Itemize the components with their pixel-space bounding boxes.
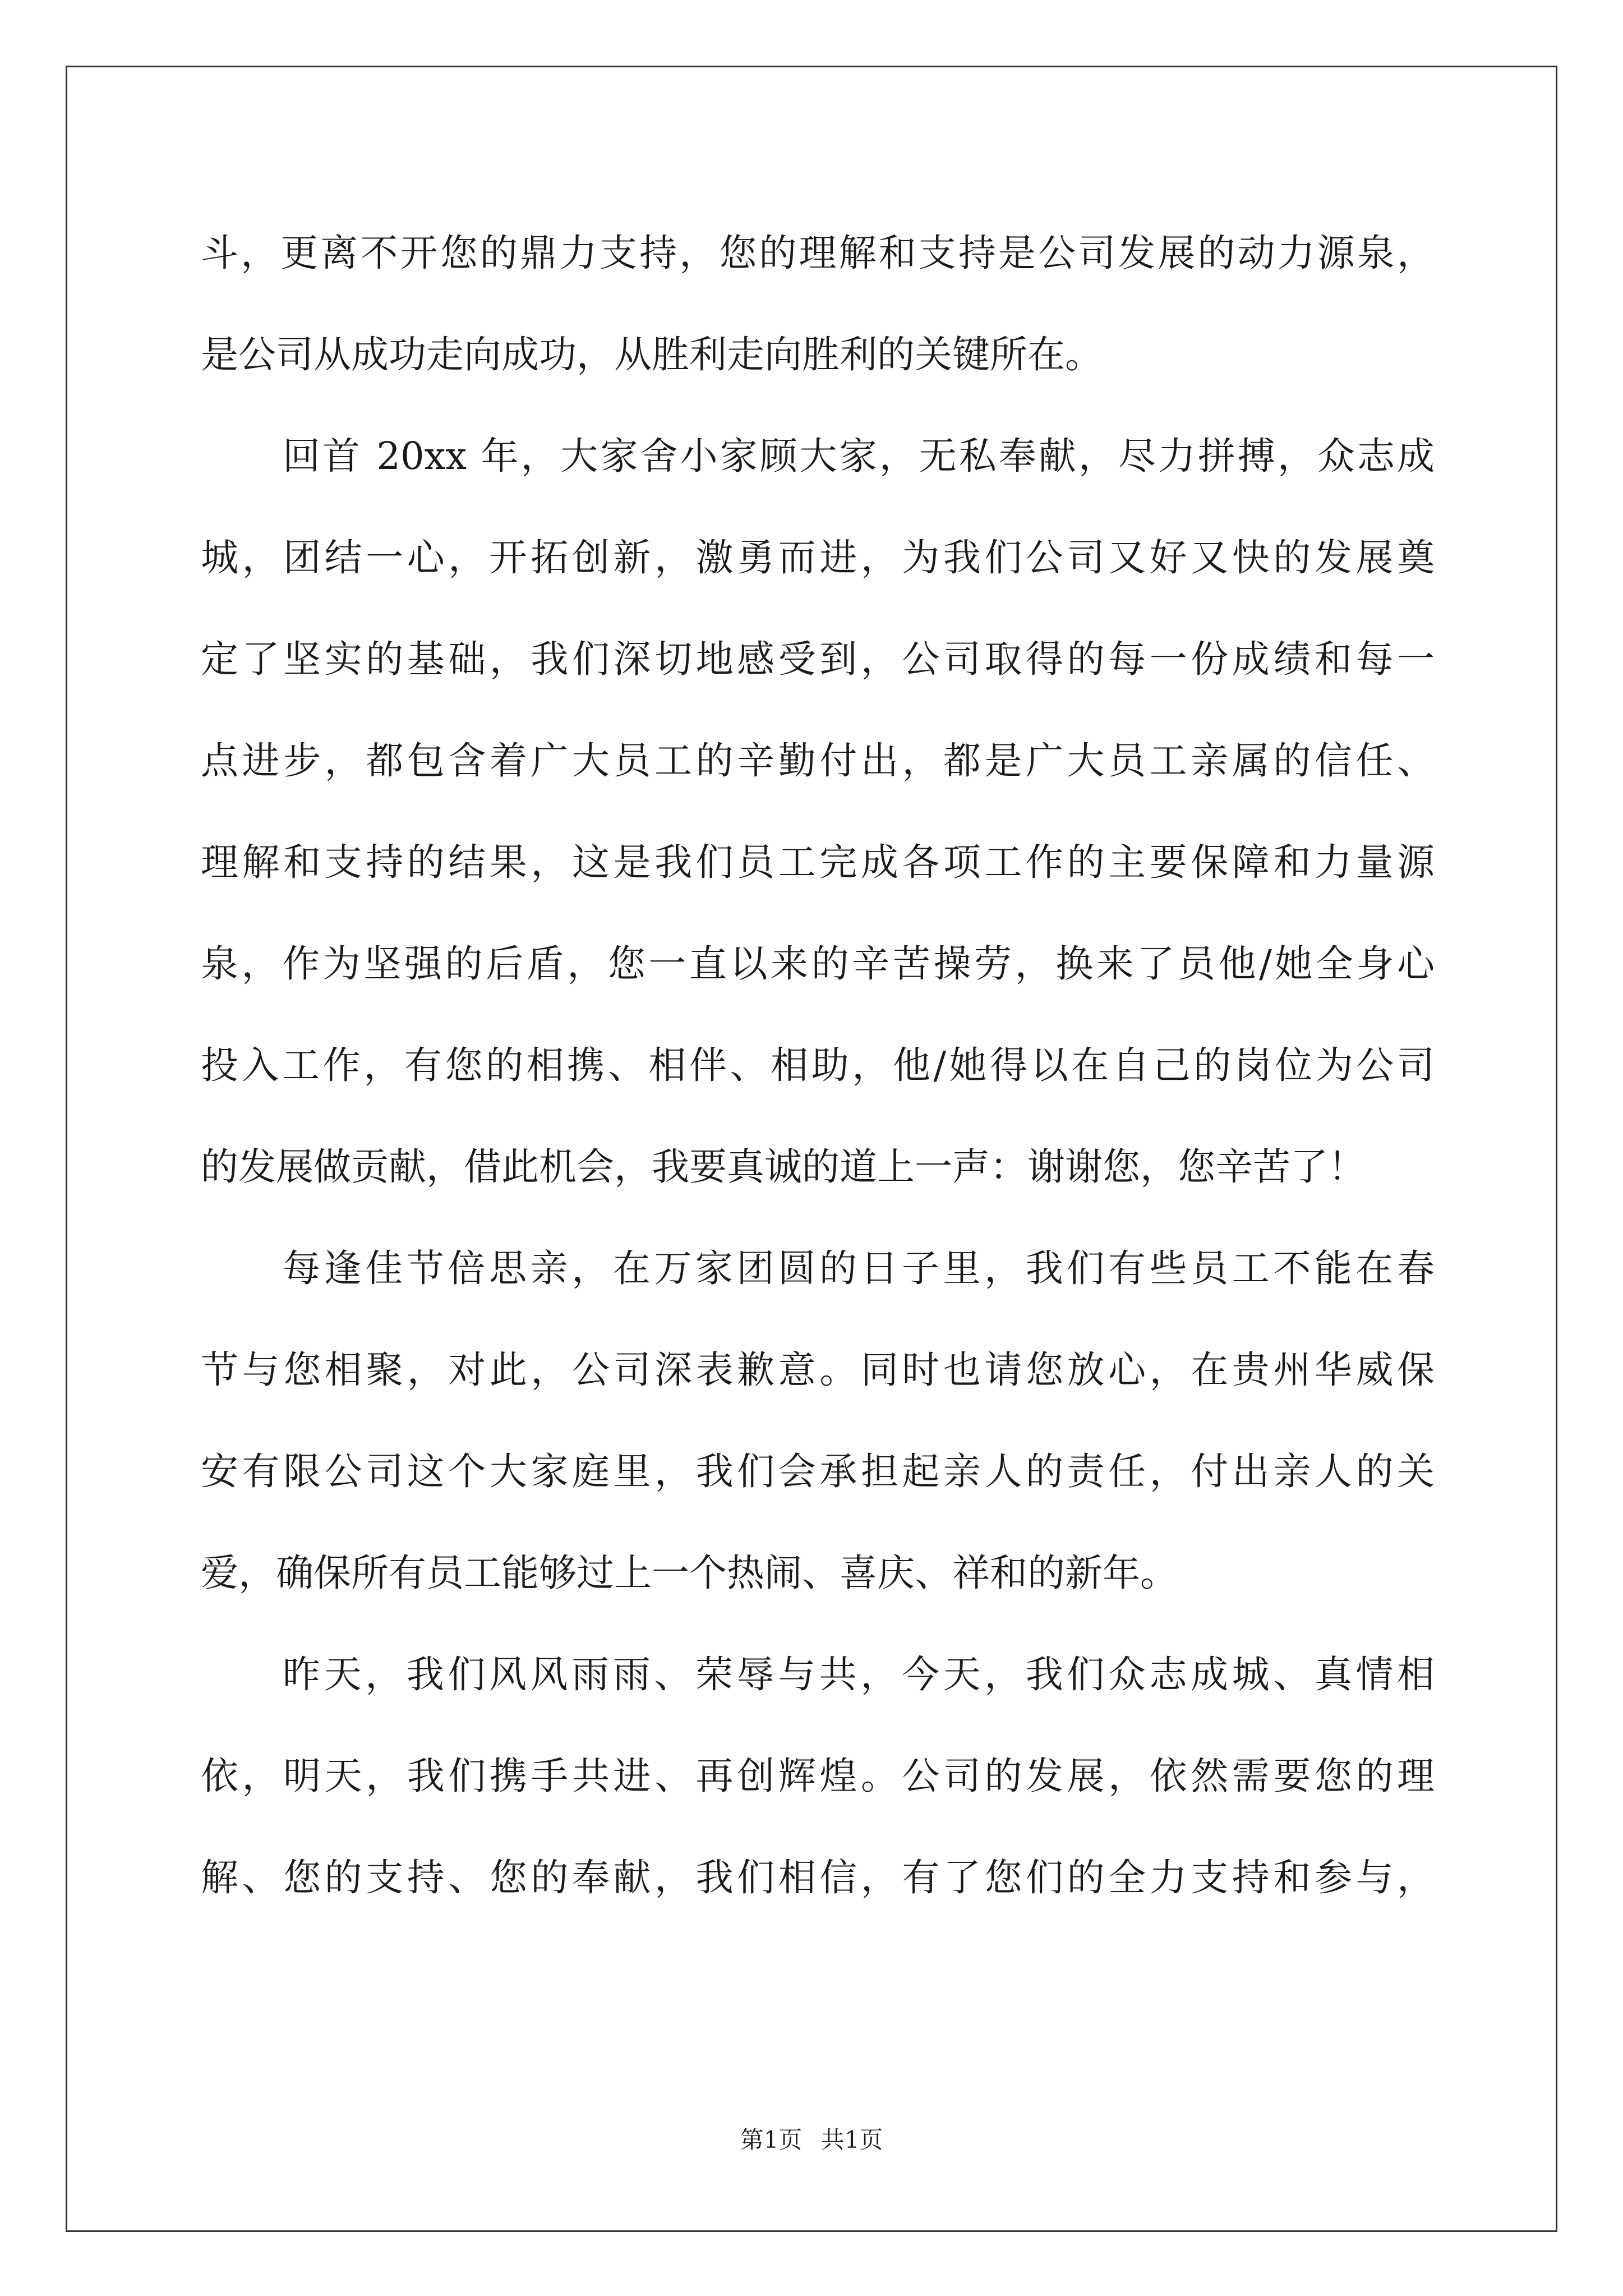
page-number-footer: 第1页 共1页 [740,2126,883,2154]
text-line: 定了坚实的基础，我们深切地感受到，公司取得的每一份成绩和每一 [201,637,1435,681]
text-line: 安有限公司这个大家庭里，我们会承担起亲人的责任，付出亲人的关 [201,1450,1435,1493]
text-line: 斗，更离不开您的鼎力支持，您的理解和支持是公司发展的动力源泉， [201,231,1435,275]
text-line: 投入工作，有您的相携、相伴、相助，他/她得以在自己的岗位为公司 [201,1043,1435,1087]
text-line: 解、您的支持、您的奉献，我们相信，有了您们的全力支持和参与， [201,1856,1435,1899]
text-line: 昨天，我们风风雨雨、荣辱与共，今天，我们众志成城、真情相 [283,1653,1435,1696]
text-line: 爱，确保所有员工能够过上一个热闹、喜庆、祥和的新年。 [201,1551,1178,1595]
document-body [201,219,1435,1945]
text-line: 依，明天，我们携手共进、再创辉煌。公司的发展，依然需要您的理 [201,1754,1435,1798]
text-line: 回首 20xx 年，大家舍小家顾大家，无私奉献，尽力拼搏，众志成 [283,434,1435,478]
text-line: 每逢佳节倍思亲，在万家团圆的日子里，我们有些员工不能在春 [283,1246,1435,1290]
text-line: 是公司从成功走向成功，从胜利走向胜利的关键所在。 [201,333,1103,376]
text-line: 泉，作为坚强的后盾，您一直以来的辛苦操劳，换来了员他/她全身心 [201,942,1435,986]
text-line: 节与您相聚，对此，公司深表歉意。同时也请您放心，在贵州华威保 [201,1348,1435,1392]
text-line: 城，团结一心，开拓创新，激勇而进，为我们公司又好又快的发展奠 [201,536,1435,579]
text-line: 点进步，都包含着广大员工的辛勤付出，都是广大员工亲属的信任、 [201,739,1435,783]
text-line: 的发展做贡献，借此机会，我要真诚的道上一声：谢谢您，您辛苦了！ [201,1145,1366,1189]
text-line: 理解和支持的结果，这是我们员工完成各项工作的主要保障和力量源 [201,840,1435,884]
